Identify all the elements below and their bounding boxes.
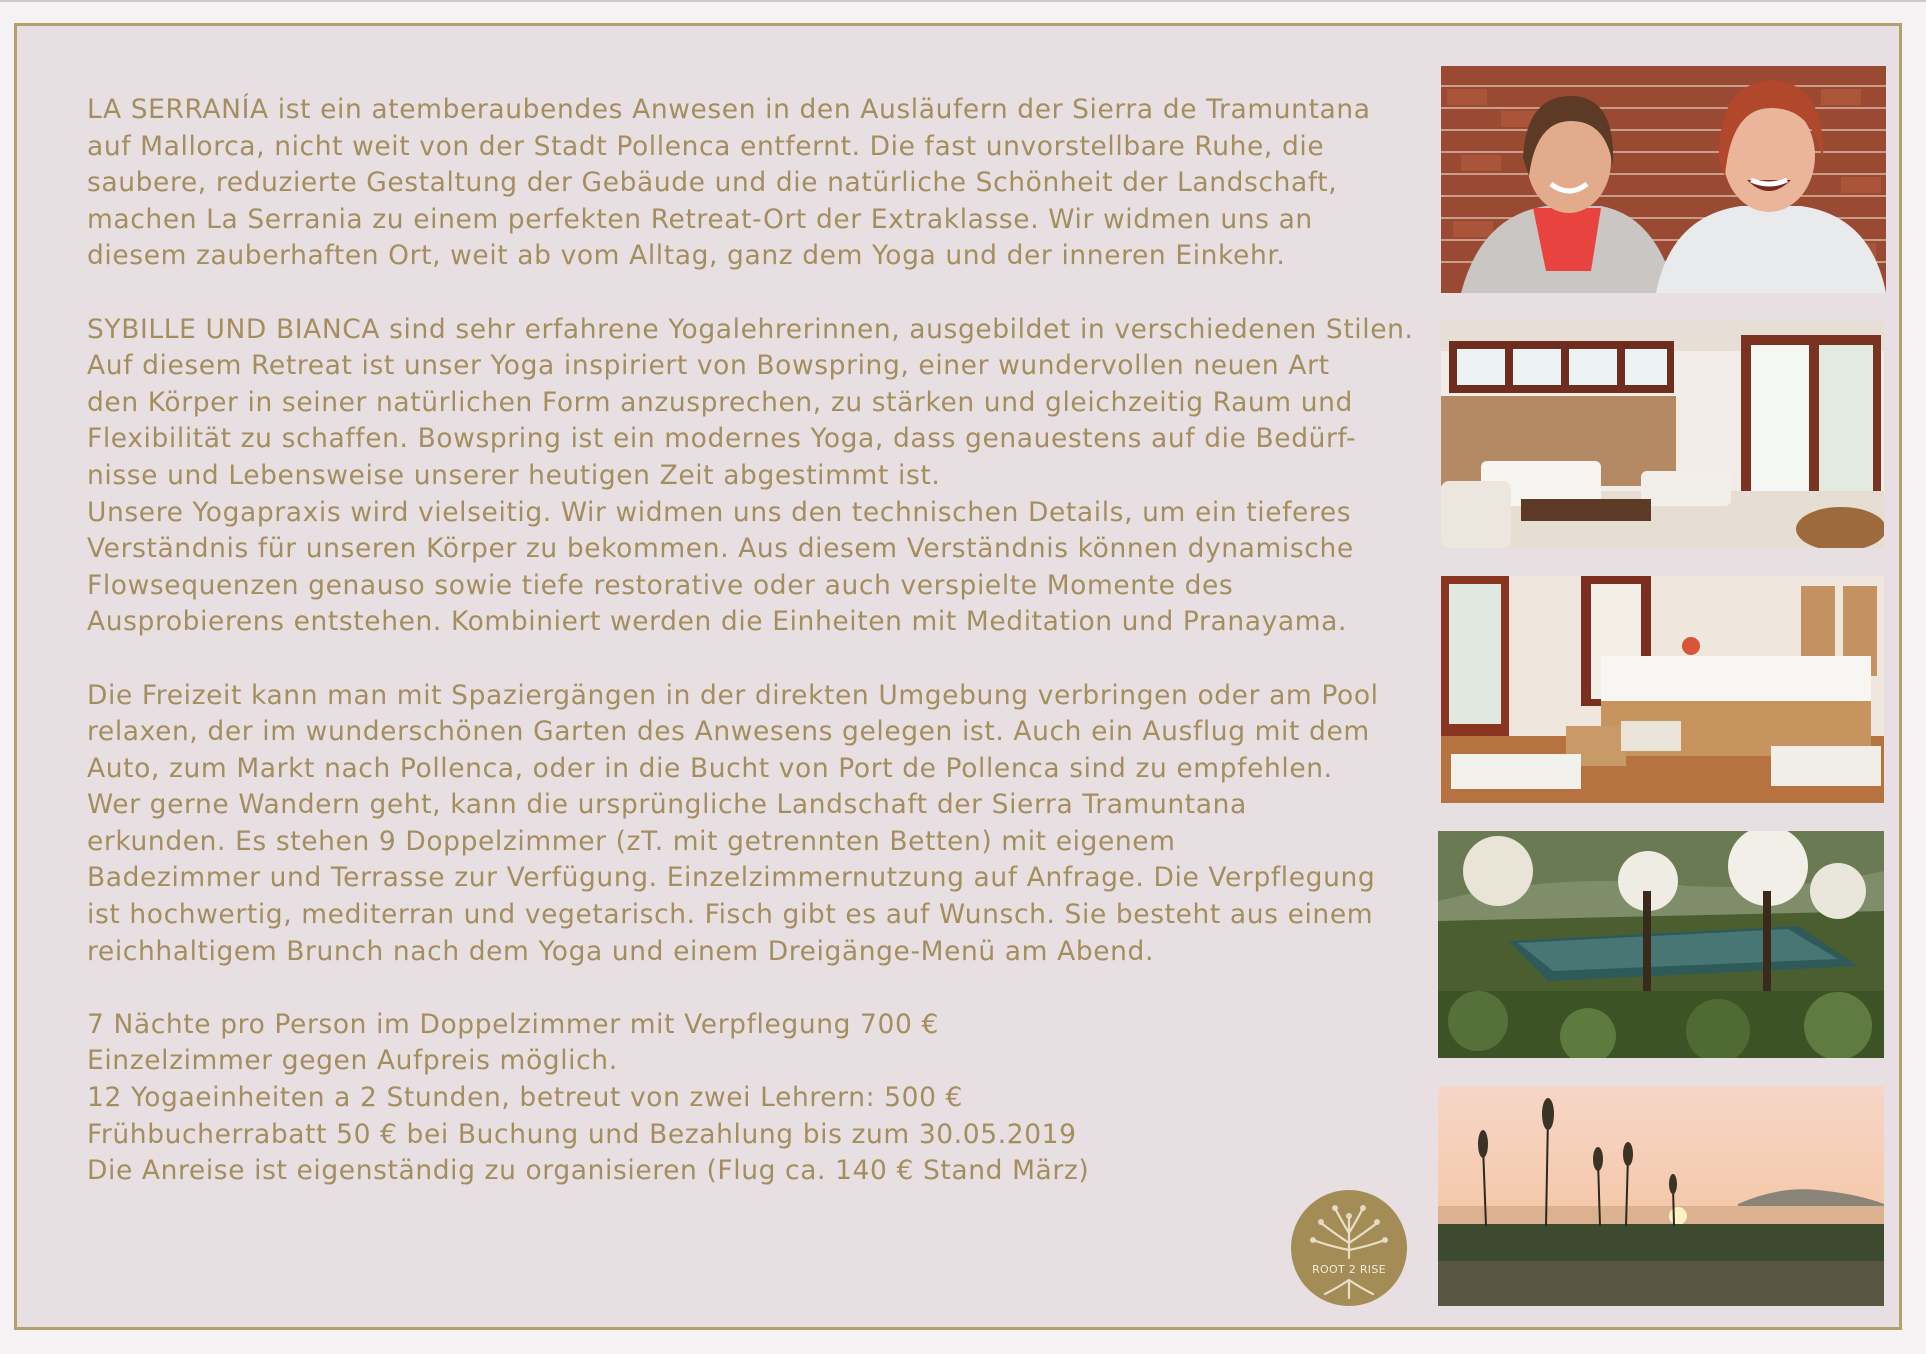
living-room-photo bbox=[1441, 321, 1884, 548]
body-text bbox=[87, 92, 1427, 1226]
sunset-lake-photo bbox=[1438, 1086, 1884, 1306]
garden-pool-photo bbox=[1438, 831, 1884, 1058]
text-line: ist hochwertig, mediterran und vegetarisch. Fisch gibt es auf Wunsch. Sie besteht aus einem bbox=[87, 899, 1374, 931]
text-line: Die Freizeit kann man mit Spaziergängen in der direkten Umgebung verbringen oder am Pool bbox=[87, 679, 1379, 711]
logo-wordmark: ROOT 2 RISE bbox=[1312, 1263, 1386, 1276]
text-line: Frühbucherrabatt 50 € bei Buchung und Bezahlung bis zum 30.05.2019 bbox=[87, 1118, 1077, 1150]
text-line: Ausprobierens entstehen. Kombiniert werden die Einheiten mit Meditation und Pranayama. bbox=[87, 606, 1347, 638]
text-line: Verständnis für unseren Körper zu bekommen. Aus diesem Verständnis können dynamische bbox=[87, 533, 1354, 565]
text-line: Flexibilität zu schaffen. Bowspring ist ein modernes Yoga, dass genauestens auf die Bedürf- bbox=[87, 423, 1357, 455]
flyer-card bbox=[14, 23, 1902, 1330]
text-line: erkunden. Es stehen 9 Doppelzimmer (zT. mit getrennten Betten) mit eigenem bbox=[87, 825, 1176, 857]
text-line: Badezimmer und Terrasse zur Verfügung. Einzelzimmernutzung auf Anfrage. Die Verpflegung bbox=[87, 862, 1376, 894]
paragraph-venue bbox=[87, 92, 1427, 275]
text-line: nisse und Lebensweise unserer heutigen Zeit abgestimmt ist. bbox=[87, 459, 941, 491]
paragraph-leisure bbox=[87, 678, 1427, 971]
paragraph-teachers bbox=[87, 312, 1427, 641]
text-line: Auf diesem Retreat ist unser Yoga inspiriert von Bowspring, einer wundervollen neuen Art bbox=[87, 350, 1330, 382]
text-line: saubere, reduzierte Gestaltung der Gebäude und die natürliche Schönheit der Landschaft, bbox=[87, 167, 1338, 199]
text-line: reichhaltigem Brunch nach dem Yoga und einem Dreigänge-Menü am Abend. bbox=[87, 935, 1154, 967]
text-line: relaxen, der im wunderschönen Garten des Anwesens gelegen ist. Auch ein Ausflug mit dem bbox=[87, 716, 1370, 748]
top-rule bbox=[0, 0, 1926, 2]
text-line: machen La Serrania zu einem perfekten Retreat-Ort der Extraklasse. Wir widmen uns an bbox=[87, 203, 1313, 235]
text-line: 12 Yogaeinheiten a 2 Stunden, betreut von zwei Lehrern: 500 € bbox=[87, 1082, 964, 1114]
text-line: Auto, zum Markt nach Pollenca, oder in die Bucht von Port de Pollenca sind zu empfehlen. bbox=[87, 752, 1333, 784]
paragraph-pricing bbox=[87, 1007, 1427, 1190]
text-line: diesem zauberhaften Ort, weit ab vom Alltag, ganz dem Yoga und der inneren Einkehr. bbox=[87, 240, 1286, 272]
text-line: auf Mallorca, nicht weit von der Stadt Pollenca entfernt. Die fast unvorstellbare Ruhe, die bbox=[87, 130, 1325, 162]
text-line: LA SERRANÍA ist ein atemberaubendes Anwesen in den Ausläufern der Sierra de Tramuntana bbox=[87, 94, 1371, 125]
text-line: Die Anreise ist eigenständig zu organisieren (Flug ca. 140 € Stand März) bbox=[87, 1155, 1090, 1187]
text-line: den Körper in seiner natürlichen Form anzusprechen, zu stärken und gleichzeitig Raum und bbox=[87, 386, 1353, 418]
root2rise-logo bbox=[1289, 1188, 1409, 1308]
bedroom-photo bbox=[1441, 576, 1884, 803]
text-line: Einzelzimmer gegen Aufpreis möglich. bbox=[87, 1045, 618, 1077]
text-line: Wer gerne Wandern geht, kann die ursprüngliche Landschaft der Sierra Tramuntana bbox=[87, 789, 1247, 821]
text-line: SYBILLE UND BIANCA sind sehr erfahrene Yogalehrerinnen, ausgebildet in verschiedenen Stilen. bbox=[87, 313, 1414, 345]
text-line: Flowsequenzen genauso sowie tiefe restorative oder auch verspielte Momente des bbox=[87, 569, 1234, 601]
text-line: Unsere Yogapraxis wird vielseitig. Wir widmen uns den technischen Details, um ein tieferes bbox=[87, 496, 1352, 528]
teachers-photo bbox=[1441, 66, 1886, 293]
text-line: 7 Nächte pro Person im Doppelzimmer mit Verpflegung 700 € bbox=[87, 1008, 939, 1040]
